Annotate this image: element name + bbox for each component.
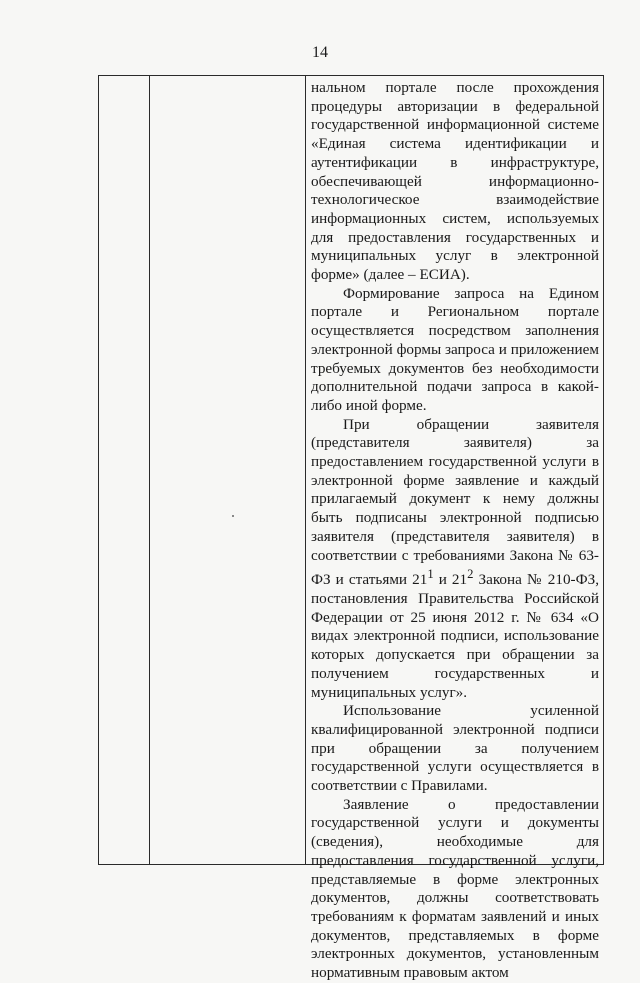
paragraph: Заявление о предоставлении государственной услуги и документы (сведения), необходимые для предоставления государственной услуги, представляемые в форме электронных документов, должны соответствовать требованиям к форматам заявлений и иных документов, представляемых в форме электронных документов, установленным нормативным правовым актом xyxy=(311,795,599,982)
paragraph-text: и 21 xyxy=(433,571,468,589)
table-cell-text xyxy=(311,79,599,983)
paragraph-text: При обращении заявителя (представителя заявителя) за предоставлением государственной услуги в электронной форме заявление и каждый прилагаемый документ к нему должны быть подписаны электронной подписью заявителя (представителя заявителя) в соответствии с требованиями Закона № 63-ФЗ и статьями 21 xyxy=(311,415,599,589)
paragraph: нальном портале после прохождения процедуры авторизации в федеральной государственной информационной системе «Единая система идентификации и аутентификации в инфраструктуре, обеспечивающей информационно-технологическое взаимодействие информационных систем, используемых для предоставления государственных и муниципальных услуг в электронной форме» (далее – ЕСИА). xyxy=(311,79,599,284)
paragraph: Использование усиленной квалифицированной электронной подписи при обращении за получением государственной услуги осуществляется в соответствии с Правилами. xyxy=(311,702,599,795)
page-number: 14 xyxy=(312,44,328,61)
column-divider xyxy=(149,76,150,864)
paragraph-signature xyxy=(311,416,599,703)
table xyxy=(98,75,604,982)
column-divider xyxy=(305,76,306,864)
scan-speck xyxy=(232,515,234,517)
paragraph-text: Закона № 210-ФЗ, постановления Правительства Российской Федерации от 25 июня 2012 г. № 634 «О видах электронной подписи, использование которых допускается при обращении за получением государственных и муниципальных услуг». xyxy=(311,571,599,701)
paragraph: Формирование запроса на Едином портале и Региональном портале осуществляется посредством заполнения электронной формы запроса и приложением требуемых документов без необходимости дополнительной подачи запроса в какой-либо иной форме. xyxy=(311,284,599,414)
superscript: 2 xyxy=(467,567,474,582)
superscript: 1 xyxy=(427,567,434,582)
